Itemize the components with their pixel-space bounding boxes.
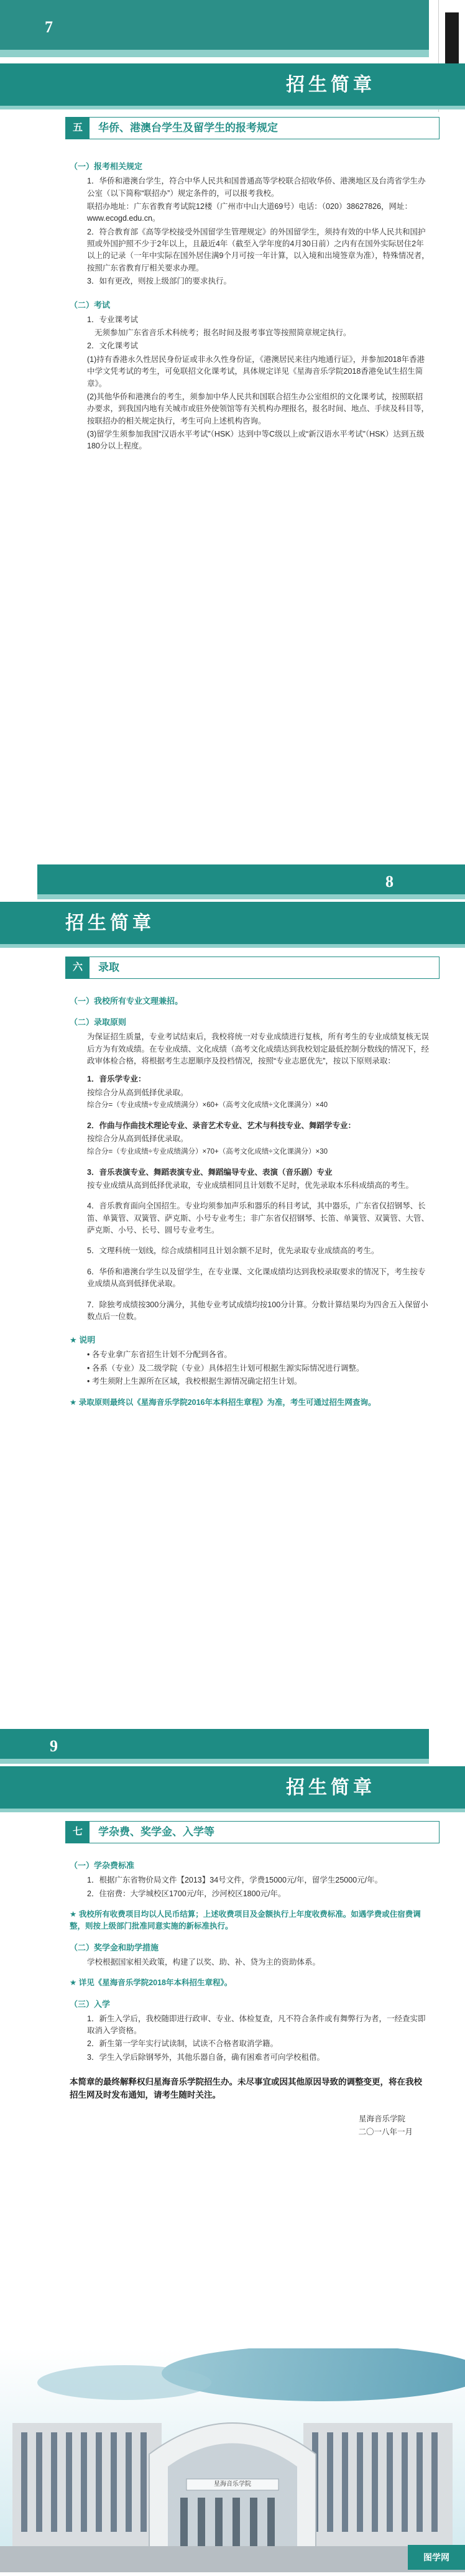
paragraph: 2．住宿费：大学城校区1700元/年，沙河校区1800元/年。 [87,1889,286,1898]
closing-statement: 本简章的最终解释权归星海音乐学院招生办。未尽事宜或因其他原因导致的调整变更，将在我校招生网及时发布通知，请考生随时关注。 [70,2077,422,2100]
paragraph: 按专业成绩从高到低择优录取，专业成绩相同且计划数不足时，优先录取本乐科成绩高的考生。 [87,1180,414,1190]
formula: 综合分=（专业成绩÷专业成绩满分）×60+（高考文化成绩÷文化课满分）×40 [87,1101,328,1110]
paragraph: (1)持有香港永久性居民身份证或非永久性身份证，《港澳居民来往内地通行证》，并参加2018年香港中学文凭考试的考生，可免联招文化课考试，具体规定详见《星海音乐学院2018香港免试生招生简章》。 [87,354,425,388]
subsection-title: （一）我校所有专业文理兼招。 [70,996,183,1006]
page-number: 8 [385,873,394,891]
paragraph: 学校根据国家相关政策，构建了以奖、助、补、贷为主的资助体系。 [87,1957,321,1967]
paragraph: 无须参加广东省音乐术科统考；报名时间及报考事宜等按照简章规定执行。 [94,328,351,338]
highlight-note: ★ 录取原则最终以《星海音乐学院2016年本科招生章程》为准，考生可通过招生网查询。 [70,1397,376,1407]
note-item: • 考生须附上生源所在区域，我校根据生源情况确定招生计划。 [87,1377,302,1386]
paragraph: (2)其他华侨和港澳台的考生，须参加中华人民共和国联合招生办公室组织的文化课考试，按照联招办要求，到我国内地有关城市或驻外使领馆等有关机构办理报名，报名时间、地点、手续及科目等，按联招办的相关规定执行，考生可向上述机构咨询。 [87,392,430,425]
paragraph: 2．新生第一学年实行试读制，试读不合格者取消学籍。 [87,2039,278,2049]
section-7-header [65,1821,440,1843]
page-number-bar [37,864,465,894]
subsection-title: （二）考试 [70,300,111,310]
header-title: 招生简章 [65,912,155,934]
section-number: 六 [66,957,90,978]
header-strip [0,63,465,108]
section-title: 学杂费、奖学金、入学等 [98,1826,214,1838]
section-6-content [70,989,430,1410]
section-7-content [70,1853,430,2140]
star-icon: ★ [70,1909,79,1919]
section-6-header [65,957,440,979]
paragraph: 4．音乐教育面向全国招生。专业均须参加声乐和器乐的科目考试，其中器乐，广东省仅招钢琴、长笛、单簧管、双簧管、萨克斯、小号专业考生；非广东省仅招钢琴、长笛、单簧管、双簧管、大管、萨克斯、小号、长号、圆号专业考生。 [87,1202,430,1235]
page-9 [0,1729,465,2572]
formula: 综合分=（专业成绩÷专业成绩满分）×70+（高考文化成绩÷文化课满分）×30 [87,1147,328,1156]
paragraph: 7．除独考成绩按300分满分，其他专业考试成绩均按100分计算。分数计算结果均为四舍五入保留小数点后一位数。 [87,1300,428,1321]
bullet-icon: ★ [70,1335,80,1345]
paragraph: 为保证招生质量，专业考试结束后，我校将统一对专业成绩进行复核，所有考生的专业成绩复核无误后方为有效成绩。在专业成绩、文化成绩（高考文化成绩达到我校划定最低控制分数线的情况下，经政审体检合格，将根据考生志愿顺序及投档情况，按照“专业志愿优先”，按以下原则录取： [87,1032,430,1066]
paragraph: 3．如有更改，则按上级部门的要求执行。 [87,277,231,286]
header-title: 招生简章 [286,74,375,96]
rule-title: 2．作曲与作曲技术理论专业、录音艺术专业、艺术与科技专业、舞蹈学专业： [87,1121,356,1130]
rule-title: 1．音乐学专业： [87,1075,146,1084]
page-number-bar [0,1729,429,1759]
rule-title: 3．音乐表演专业、舞蹈表演专业、舞蹈编导专业、表演（音乐剧）专业 [87,1167,333,1177]
paragraph: 按综合分从高到低择优录取。 [87,1134,188,1144]
paragraph: 1．专业课考试 [87,315,138,324]
section-title: 录取 [98,961,119,973]
signature-date: 二〇一八年一月 [358,2128,413,2137]
paragraph: 2．文化课考试 [87,341,138,351]
note-item: • 各系（专业）及二级学院（专业）具体招生计划可根据生源实际情况进行调整。 [87,1363,364,1373]
paragraph: 2．符合教育部《高等学校接受外国留学生管理规定》的外国留学生，须持有效的中华人民共和国护照或外国护照不少于2年以上，且最近4年（截至入学年度的4月30日前）之内有在国外实际居住2年以上的记录（一年中实际在国外居住满9个月可按一年计算，以入境和出境签章为准），特殊情况者，按照广东省教育厅相关要求办理。 [87,227,430,272]
paragraph: 3．学生入学后除钢琴外，其他乐器自备，确有困难者可向学校租借。 [87,2052,325,2062]
section-5-content [70,154,430,454]
note-item: • 各专业拿广东省招生计划不分配到各省。 [87,1350,232,1360]
paragraph: 5．文理科统一划线，综合成绩相同且计划余额不足时，优先录取专业成绩高的考生。 [87,1246,379,1256]
section-title: 华侨、港澳台学生及留学生的报考规定 [98,122,278,134]
subsection-title: （二）录取原则 [70,1017,127,1027]
note-title: ★ 说明 [70,1335,96,1345]
section-number: 五 [66,118,90,139]
page-number-bar-accent [0,50,429,57]
site-logo: 图学网 [408,2545,465,2570]
star-icon: ★ [70,1397,79,1407]
subsection-title: （一）学杂费标准 [70,1861,135,1870]
subsection-title: （一）报考相关规定 [70,162,143,171]
page-number-bar [0,0,429,50]
building-sign: 星海音乐学院 [214,2481,251,2488]
paragraph: 6．华侨和港澳台学生以及留学生，在专业课、文化课成绩均达到我校录取要求的情况下，考生按专业成绩从高到低择优录取。 [87,1267,426,1289]
header-title: 招生简章 [286,1777,375,1799]
paragraph: 1．华侨和港澳台学生，符合中华人民共和国普通高等学校联合招收华侨、港澳地区及台湾省学生办公室（以下简称“联招办”）规定条件的，可以报考我校。 [87,177,426,198]
section-5-header [65,117,440,139]
page-number: 7 [45,18,53,36]
campus-building-image [0,2348,465,2572]
page-8 [0,864,465,1729]
paragraph: 联招办地址：广东省教育考试院12楼（广州市中山大道69号）电话：（020）38627826，网址：www.ecogd.edu.cn。 [87,202,413,223]
paragraph: (3)留学生须参加我国“汉语水平考试”（HSK）达到中等C级以上或“新汉语水平考试”（HSK）达到五级180分以上程度。 [87,430,425,451]
paragraph: 按综合分从高到低择优录取。 [87,1088,188,1097]
highlight-note: ★ 我校所有收费项目均以人民币结算；上述收费项目及金额执行上年度收费标准。如遇学费或住宿费调整，则按上级部门批准同意实施的新标准执行。 [70,1909,421,1931]
paragraph: 1．根据广东省物价局文件【2013】34号文件，学费15000元/年，留学生25000元/年。 [87,1876,383,1885]
paragraph: 1．新生入学后，我校随即进行政审、专业、体检复查，凡不符合条件或有舞弊行为者，一经查实即取消入学资格。 [87,2014,426,2036]
subsection-title: （三）入学 [70,1999,111,2009]
highlight-note: ★ 详见《星海音乐学院2018年本科招生章程》。 [70,1978,233,1988]
signature-name: 星海音乐学院 [358,2115,405,2124]
section-number: 七 [66,1822,90,1843]
page-number: 9 [50,1737,58,1755]
subsection-title: （二）奖学金和助学措施 [70,1942,159,1952]
header-strip [0,1766,465,1811]
page-7 [0,0,465,864]
star-icon: ★ [70,1978,79,1988]
